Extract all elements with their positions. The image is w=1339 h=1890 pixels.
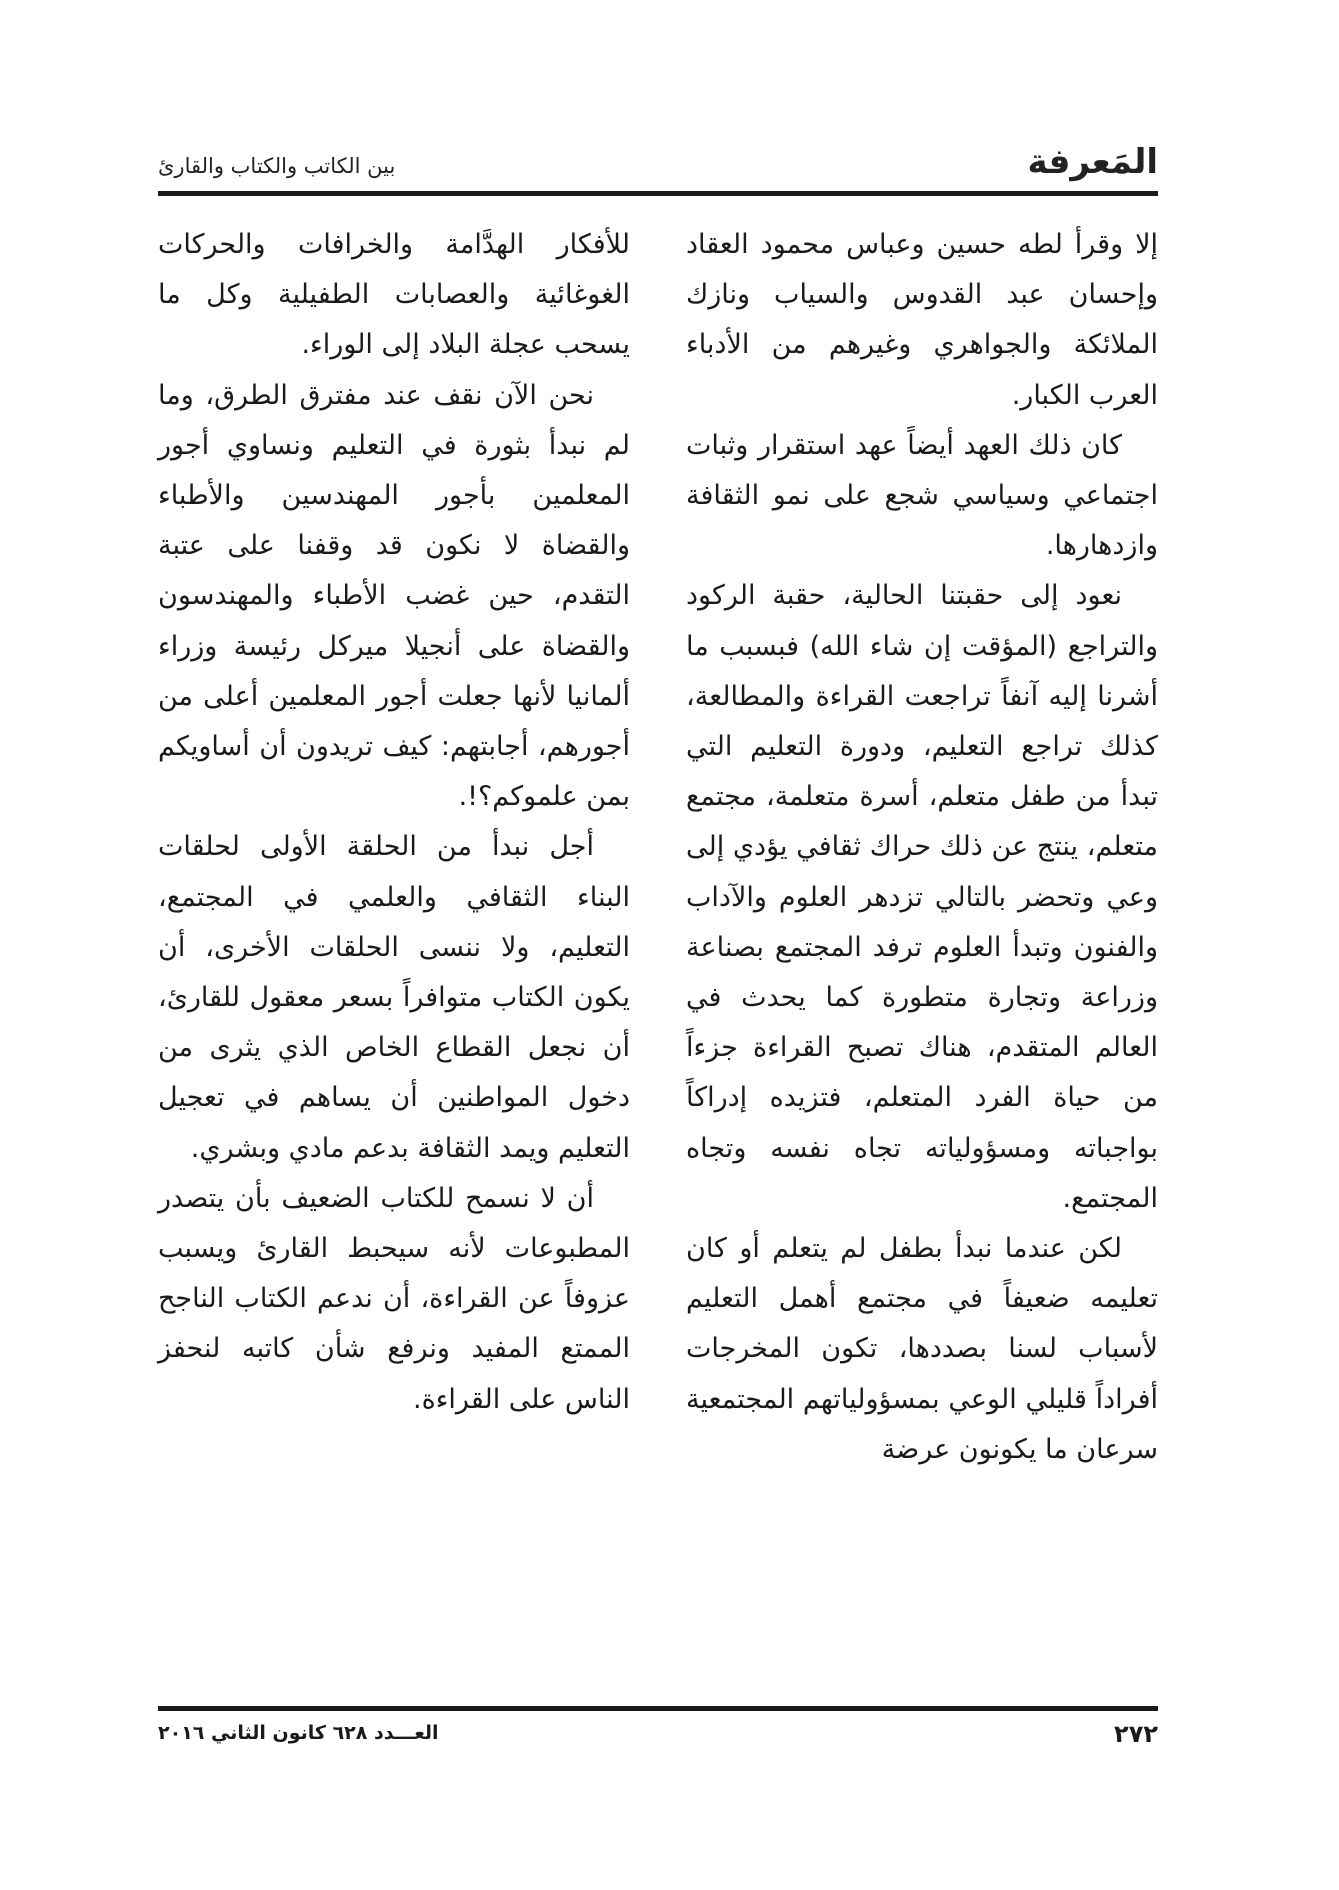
paragraph: أن لا نسمح للكتاب الضعيف بأن يتصدر المطبوعات لأنه سيحبط القارئ ويسبب عزوفاً عن القراءة، أن ندعم الكتاب الناجح الممتع المفيد ونرفع شأن كاتبه لنحفز الناس على القراءة. — [158, 1182, 630, 1415]
article-column-right — [686, 220, 1158, 1475]
magazine-logo: المَعرفة — [1027, 142, 1158, 182]
paragraph: نحن الآن نقف عند مفترق الطرق، وما لم نبدأ بثورة في التعليم ونساوي أجور المعلمين بأجور المهندسين والأطباء والقضاة لا نكون قد وقفنا على عتبة التقدم، حين غضب الأطباء والمهندسون والقضاة على أنجيلا ميركل رئيسة وزراء ألمانيا لأنها جعلت أجور المعلمين أعلى من أجورهم، أجابتهم: كيف تريدون أن أساويكم بمن علموكم؟!. — [158, 379, 630, 813]
footer-rule — [158, 1706, 1158, 1711]
paragraph: إلا وقرأ لطه حسين وعباس محمود العقاد وإحسان عبد القدوس والسياب ونازك الملائكة والجواهري وغيرهم من الأدباء العرب الكبار. — [686, 229, 1158, 411]
page-number: ٢٧٢ — [1114, 1720, 1158, 1748]
article-column-left — [158, 220, 630, 1425]
paragraph: نعود إلى حقبتنا الحالية، حقبة الركود والتراجع (المؤقت إن شاء الله) فبسبب ما أشرنا إليه آنفاً تراجعت القراءة والمطالعة، كذلك تراجع التعليم، ودورة التعليم التي تبدأ من طفل متعلم، أسرة متعلمة، مجتمع متعلم، ينتج عن ذلك حراك ثقافي يؤدي إلى وعي وتحضر بالتالي تزدهر العلوم والآداب والفنون وتبدأ العلوم ترفد المجتمع بصناعة وزراعة وتجارة متطورة كما يحدث في العالم المتقدم، هناك تصبح القراءة جزءاً من حياة الفرد المتعلم، فتزيده إدراكاً بواجباته ومسؤولياته تجاه نفسه وتجاه المجتمع. — [686, 580, 1158, 1214]
issue-info: العـــدد ٦٢٨ كانون الثاني ٢٠١٦ — [158, 1722, 439, 1744]
paragraph: كان ذلك العهد أيضاً عهد استقرار وثبات اجتماعي وسياسي شجع على نمو الثقافة وازدهارها. — [686, 429, 1158, 562]
page-header — [158, 140, 1158, 190]
paragraph: أجل نبدأ من الحلقة الأولى لحلقات البناء الثقافي والعلمي في المجتمع، التعليم، ولا ننسى الحلقات الأخرى، أن يكون الكتاب متوافراً بسعر معقول للقارئ، أن نجعل القطاع الخاص الذي يثرى من دخول المواطنين أن يساهم في تعجيل التعليم ويمد الثقافة بدعم مادي وبشري. — [158, 831, 630, 1164]
running-title: بين الكاتب والكتاب والقارئ — [158, 154, 396, 178]
paragraph: للأفكار الهدَّامة والخرافات والحركات الغوغائية والعصابات الطفيلية وكل ما يسحب عجلة البلاد إلى الوراء. — [158, 229, 630, 361]
page-footer — [158, 1718, 1158, 1758]
header-rule — [158, 191, 1158, 196]
paragraph: لكن عندما نبدأ بطفل لم يتعلم أو كان تعليمه ضعيفاً في مجتمع أهمل التعليم لأسباب لسنا بصددها، تكون المخرجات أفراداً قليلي الوعي بمسؤولياتهم المجتمعية سرعان ما يكونون عرضة — [686, 1233, 1158, 1465]
